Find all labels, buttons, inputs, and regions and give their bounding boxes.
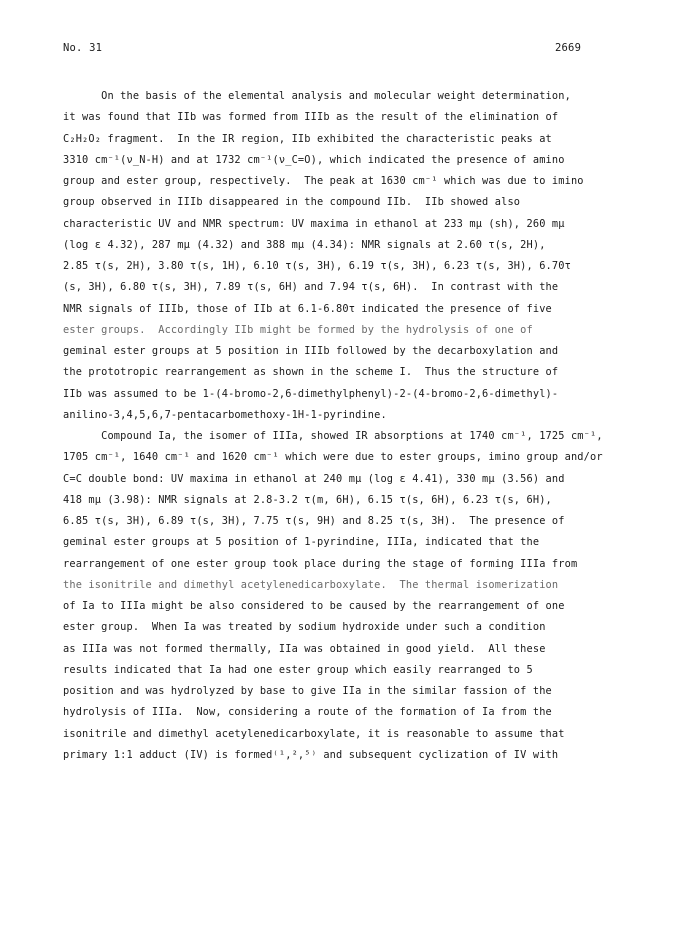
text-line: rearrangement of one ester group took place during the stage of forming IIIa from: [63, 557, 578, 570]
text-line: 3310 cm⁻¹(ν_N-H) and at 1732 cm⁻¹(ν_C=O), which indicated the presence of amino: [63, 153, 565, 166]
text-line: primary 1:1 adduct (IV) is formed⁽¹,²,⁵⁾ and subsequent cyclization of IV with: [63, 748, 559, 761]
text-line: ester groups. Accordingly IIb might be formed by the hydrolysis of one of: [63, 323, 533, 336]
text-line: (log ε 4.32), 287 mμ (4.32) and 388 mμ (4.34): NMR signals at 2.60 τ(s, 2H),: [63, 238, 546, 251]
text-line: geminal ester groups at 5 position in IIIb followed by the decarboxylation and: [63, 345, 559, 357]
text-line: of Ia to IIIa might be also considered to be caused by the rearrangement of one: [63, 600, 565, 612]
text-line: anilino-3,4,5,6,7-pentacarbomethoxy-1H-1-pyrindine.: [63, 408, 387, 421]
text-line: IIb was assumed to be 1-(4-bromo-2,6-dimethylphenyl)-2-(4-bromo-2,6-dimethyl)-: [63, 387, 559, 400]
journal-issue-label: No. 31: [63, 42, 103, 54]
text-line: 418 mμ (3.98): NMR signals at 2.8-3.2 τ(m, 6H), 6.15 τ(s, 6H), 6.23 τ(s, 6H),: [63, 493, 552, 506]
text-line: NMR signals of IIIb, those of IIb at 6.1-6.80τ indicated the presence of five: [63, 302, 552, 315]
text-line: geminal ester groups at 5 position of 1-pyrindine, IIIa, indicated that the: [63, 536, 540, 549]
text-line: hydrolysis of IIIa. Now, considering a route of the formation of Ia from the: [63, 706, 552, 719]
text-line: Compound Ia, the isomer of IIIa, showed IR absorptions at 1740 cm⁻¹, 1725 cm⁻¹,: [63, 430, 603, 442]
text-line: 1705 cm⁻¹, 1640 cm⁻¹ and 1620 cm⁻¹ which were due to ester groups, imino group and/or: [63, 451, 603, 464]
text-line: C=C double bond: UV maxima in ethanol at 240 mμ (log ε 4.41), 330 mμ (3.56) and: [63, 472, 565, 485]
text-line: ester group. When Ia was treated by sodium hydroxide under such a condition: [63, 621, 546, 634]
text-line: C₂H₂O₂ fragment. In the IR region, IIb exhibited the characteristic peaks at: [63, 132, 552, 145]
text-line: 2.85 τ(s, 2H), 3.80 τ(s, 1H), 6.10 τ(s, 3H), 6.19 τ(s, 3H), 6.23 τ(s, 3H), 6.70τ: [63, 260, 571, 272]
page-number: 2669: [555, 42, 582, 54]
text-line: (s, 3H), 6.80 τ(s, 3H), 7.89 τ(s, 6H) and 7.94 τ(s, 6H). In contrast with the: [63, 281, 559, 294]
article-body: [63, 86, 623, 766]
text-line: On the basis of the elemental analysis and molecular weight determination,: [63, 90, 571, 102]
text-line: group observed in IIIb disappeared in the compound IIb. IIb showed also: [63, 196, 521, 209]
text-line: group and ester group, respectively. The peak at 1630 cm⁻¹ which was due to imino: [63, 175, 584, 187]
text-line: results indicated that Ia had one ester group which easily rearranged to 5: [63, 663, 533, 676]
text-line: it was found that IIb was formed from IIIb as the result of the elimination of: [63, 111, 559, 124]
text-line: the prototropic rearrangement as shown in the scheme I. Thus the structure of: [63, 366, 559, 379]
text-line: characteristic UV and NMR spectrum: UV maxima in ethanol at 233 mμ (sh), 260 mμ: [63, 217, 565, 230]
text-line: the isonitrile and dimethyl acetylenedicarboxylate. The thermal isomerization: [63, 578, 559, 591]
text-line: position and was hydrolyzed by base to give IIa in the similar fassion of the: [63, 685, 552, 697]
text-line: 6.85 τ(s, 3H), 6.89 τ(s, 3H), 7.75 τ(s, 9H) and 8.25 τ(s, 3H). The presence of: [63, 515, 565, 527]
text-line: isonitrile and dimethyl acetylenedicarboxylate, it is reasonable to assume that: [63, 727, 565, 740]
text-line: as IIIa was not formed thermally, IIa was obtained in good yield. All these: [63, 642, 546, 655]
